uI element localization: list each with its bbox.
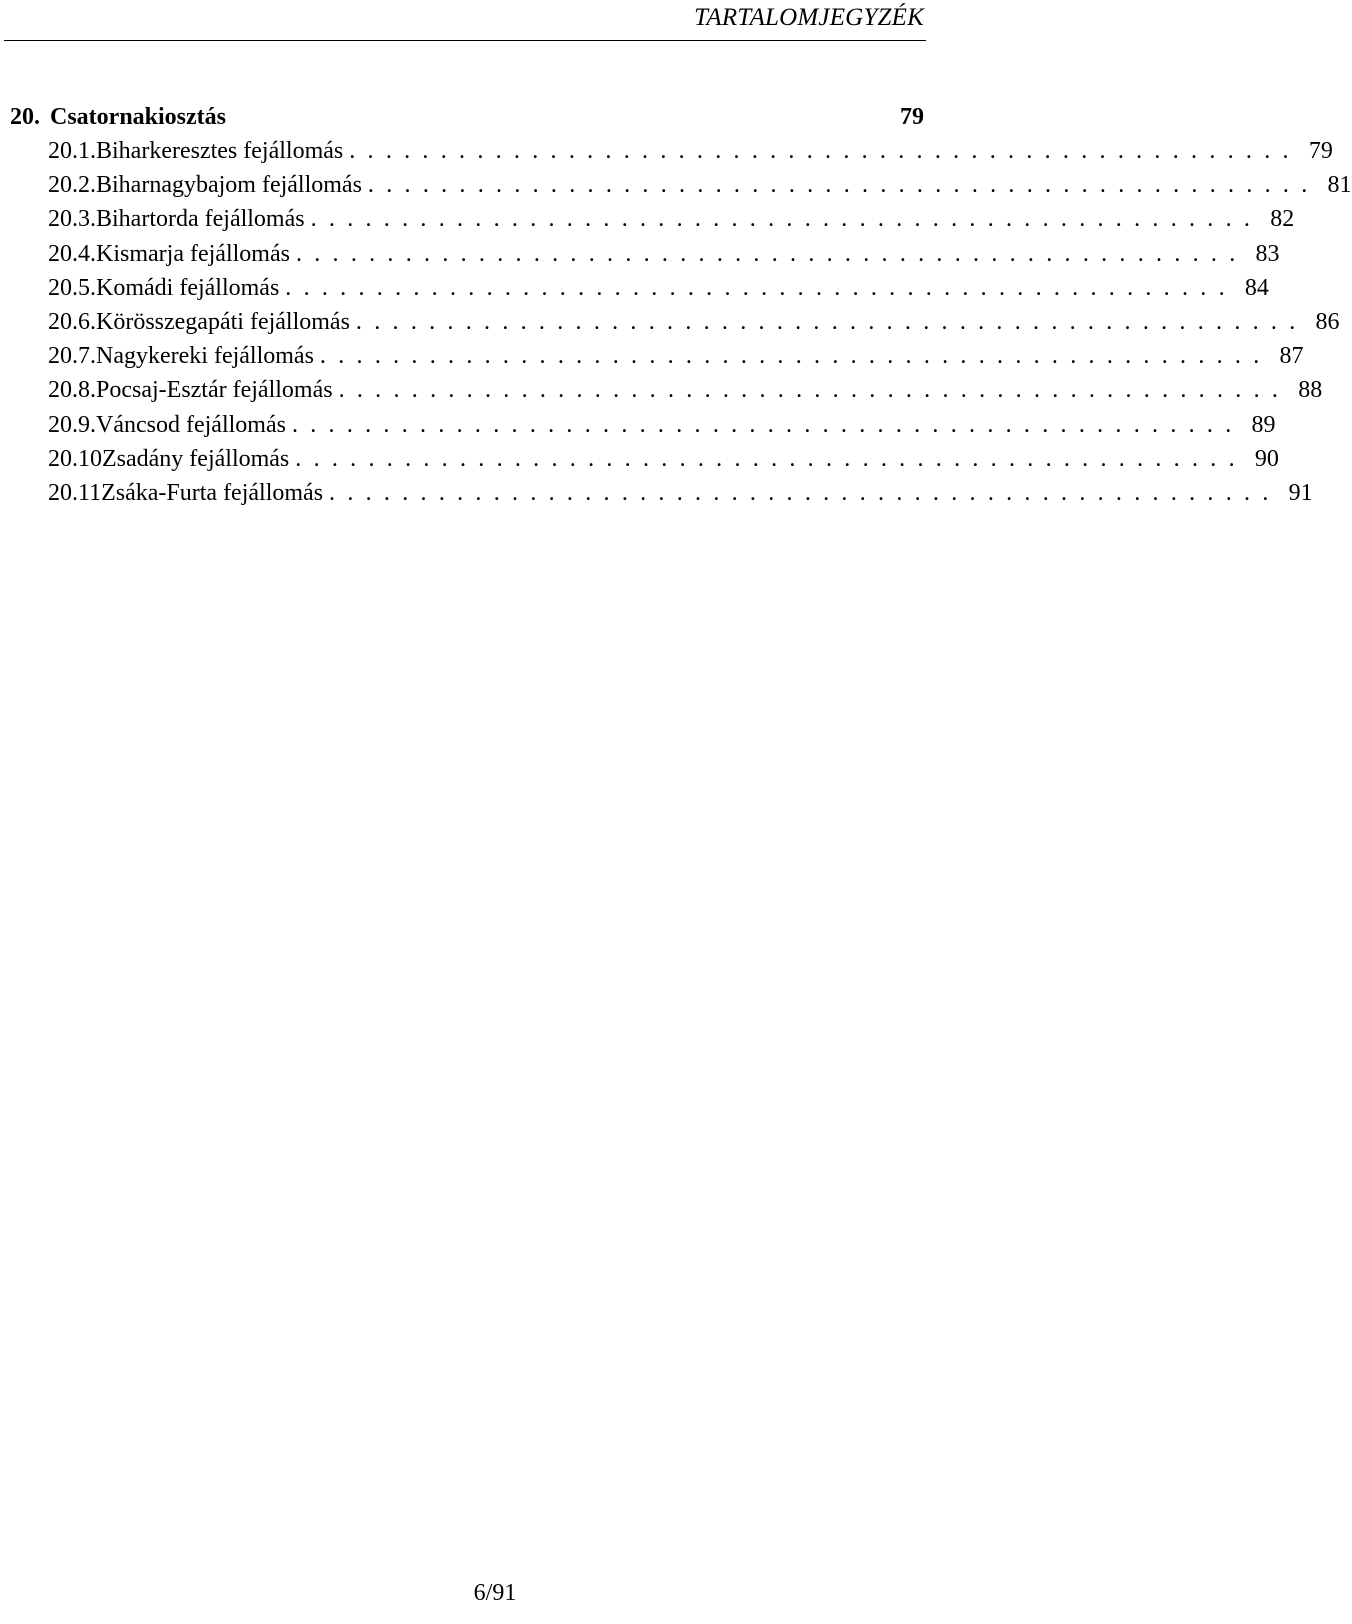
entry-page: 90 <box>1254 445 1279 472</box>
dot-leader: .................................................... <box>338 377 1291 404</box>
toc-entry[interactable] <box>10 240 1280 275</box>
entry-title: Zsáka-Furta fejállomás <box>101 479 324 506</box>
toc-entry[interactable] <box>10 377 1323 411</box>
entry-number: 20.9. <box>48 411 96 438</box>
header-rule <box>4 40 926 41</box>
toc-entry[interactable] <box>10 343 1304 377</box>
toc-entry[interactable] <box>10 411 1276 446</box>
dot-leader: .................................................... <box>285 274 1237 301</box>
toc-entry[interactable] <box>10 445 1279 480</box>
entry-page: 84 <box>1244 274 1269 301</box>
entry-page: 88 <box>1298 377 1323 404</box>
entry-title: Zsadány fejállomás <box>102 445 290 472</box>
page-number: 6/91 <box>473 1580 517 1606</box>
entry-number: 20.2. <box>48 172 96 199</box>
entry-title: Váncsod fejállomás <box>96 411 286 438</box>
entry-page: 81 <box>1327 172 1352 199</box>
dot-leader: .................................................... <box>319 343 1272 370</box>
toc-entry[interactable] <box>10 308 1340 343</box>
toc-entry[interactable] <box>10 138 1333 172</box>
dot-leader: .................................................... <box>367 172 1320 199</box>
dot-leader: .................................................... <box>295 240 1248 267</box>
entry-number: 20.6. <box>48 308 96 335</box>
entry-title: Biharkeresztes fejállomás <box>96 138 344 164</box>
entry-page: 82 <box>1270 206 1295 233</box>
chapter-title: Csatornakiosztás <box>50 104 227 130</box>
entry-number: 20.5. <box>48 274 96 301</box>
toc-entry[interactable] <box>10 274 1269 309</box>
entry-number: 20.3. <box>48 206 96 233</box>
toc-chapter[interactable] <box>10 104 924 138</box>
dot-leader: .................................................... <box>349 138 1301 164</box>
chapter-page: 79 <box>900 104 924 130</box>
entry-title: Körösszegapáti fejállomás <box>96 308 350 335</box>
toc-entry[interactable] <box>10 479 1313 514</box>
dot-leader: .................................................... <box>291 411 1244 438</box>
dot-leader: .................................................... <box>310 206 1263 233</box>
entry-page: 79 <box>1308 138 1333 164</box>
running-header: TARTALOMJEGYZÉK <box>694 4 924 31</box>
toc-entry[interactable] <box>10 172 1352 206</box>
entry-page: 86 <box>1315 308 1340 335</box>
entry-number: 20.7. <box>48 343 96 370</box>
entry-number: 20.11 <box>48 479 102 506</box>
dot-leader: .................................................... <box>355 308 1308 335</box>
entry-page: 91 <box>1288 479 1313 506</box>
toc-entry[interactable] <box>10 206 1295 240</box>
entry-page: 83 <box>1255 240 1280 267</box>
entry-title: Pocsaj-Esztár fejállomás <box>96 377 333 404</box>
entry-title: Nagykereki fejállomás <box>96 343 314 370</box>
entry-number: 20.10 <box>48 445 102 472</box>
entry-page: 89 <box>1251 411 1276 438</box>
entry-number: 20.1. <box>48 138 96 164</box>
entry-page: 87 <box>1279 343 1304 370</box>
entry-title: Bihartorda fejállomás <box>96 206 305 233</box>
entry-number: 20.4. <box>48 240 96 267</box>
table-of-contents <box>10 104 1352 514</box>
entry-title: Komádi fejállomás <box>96 274 280 301</box>
dot-leader: .................................................... <box>295 445 1247 472</box>
entry-number: 20.8. <box>48 377 96 404</box>
entry-title: Kismarja fejállomás <box>96 240 290 267</box>
entry-title: Biharnagybajom fejállomás <box>96 172 362 199</box>
chapter-number: 20. <box>10 104 40 130</box>
dot-leader: .................................................... <box>329 479 1281 506</box>
